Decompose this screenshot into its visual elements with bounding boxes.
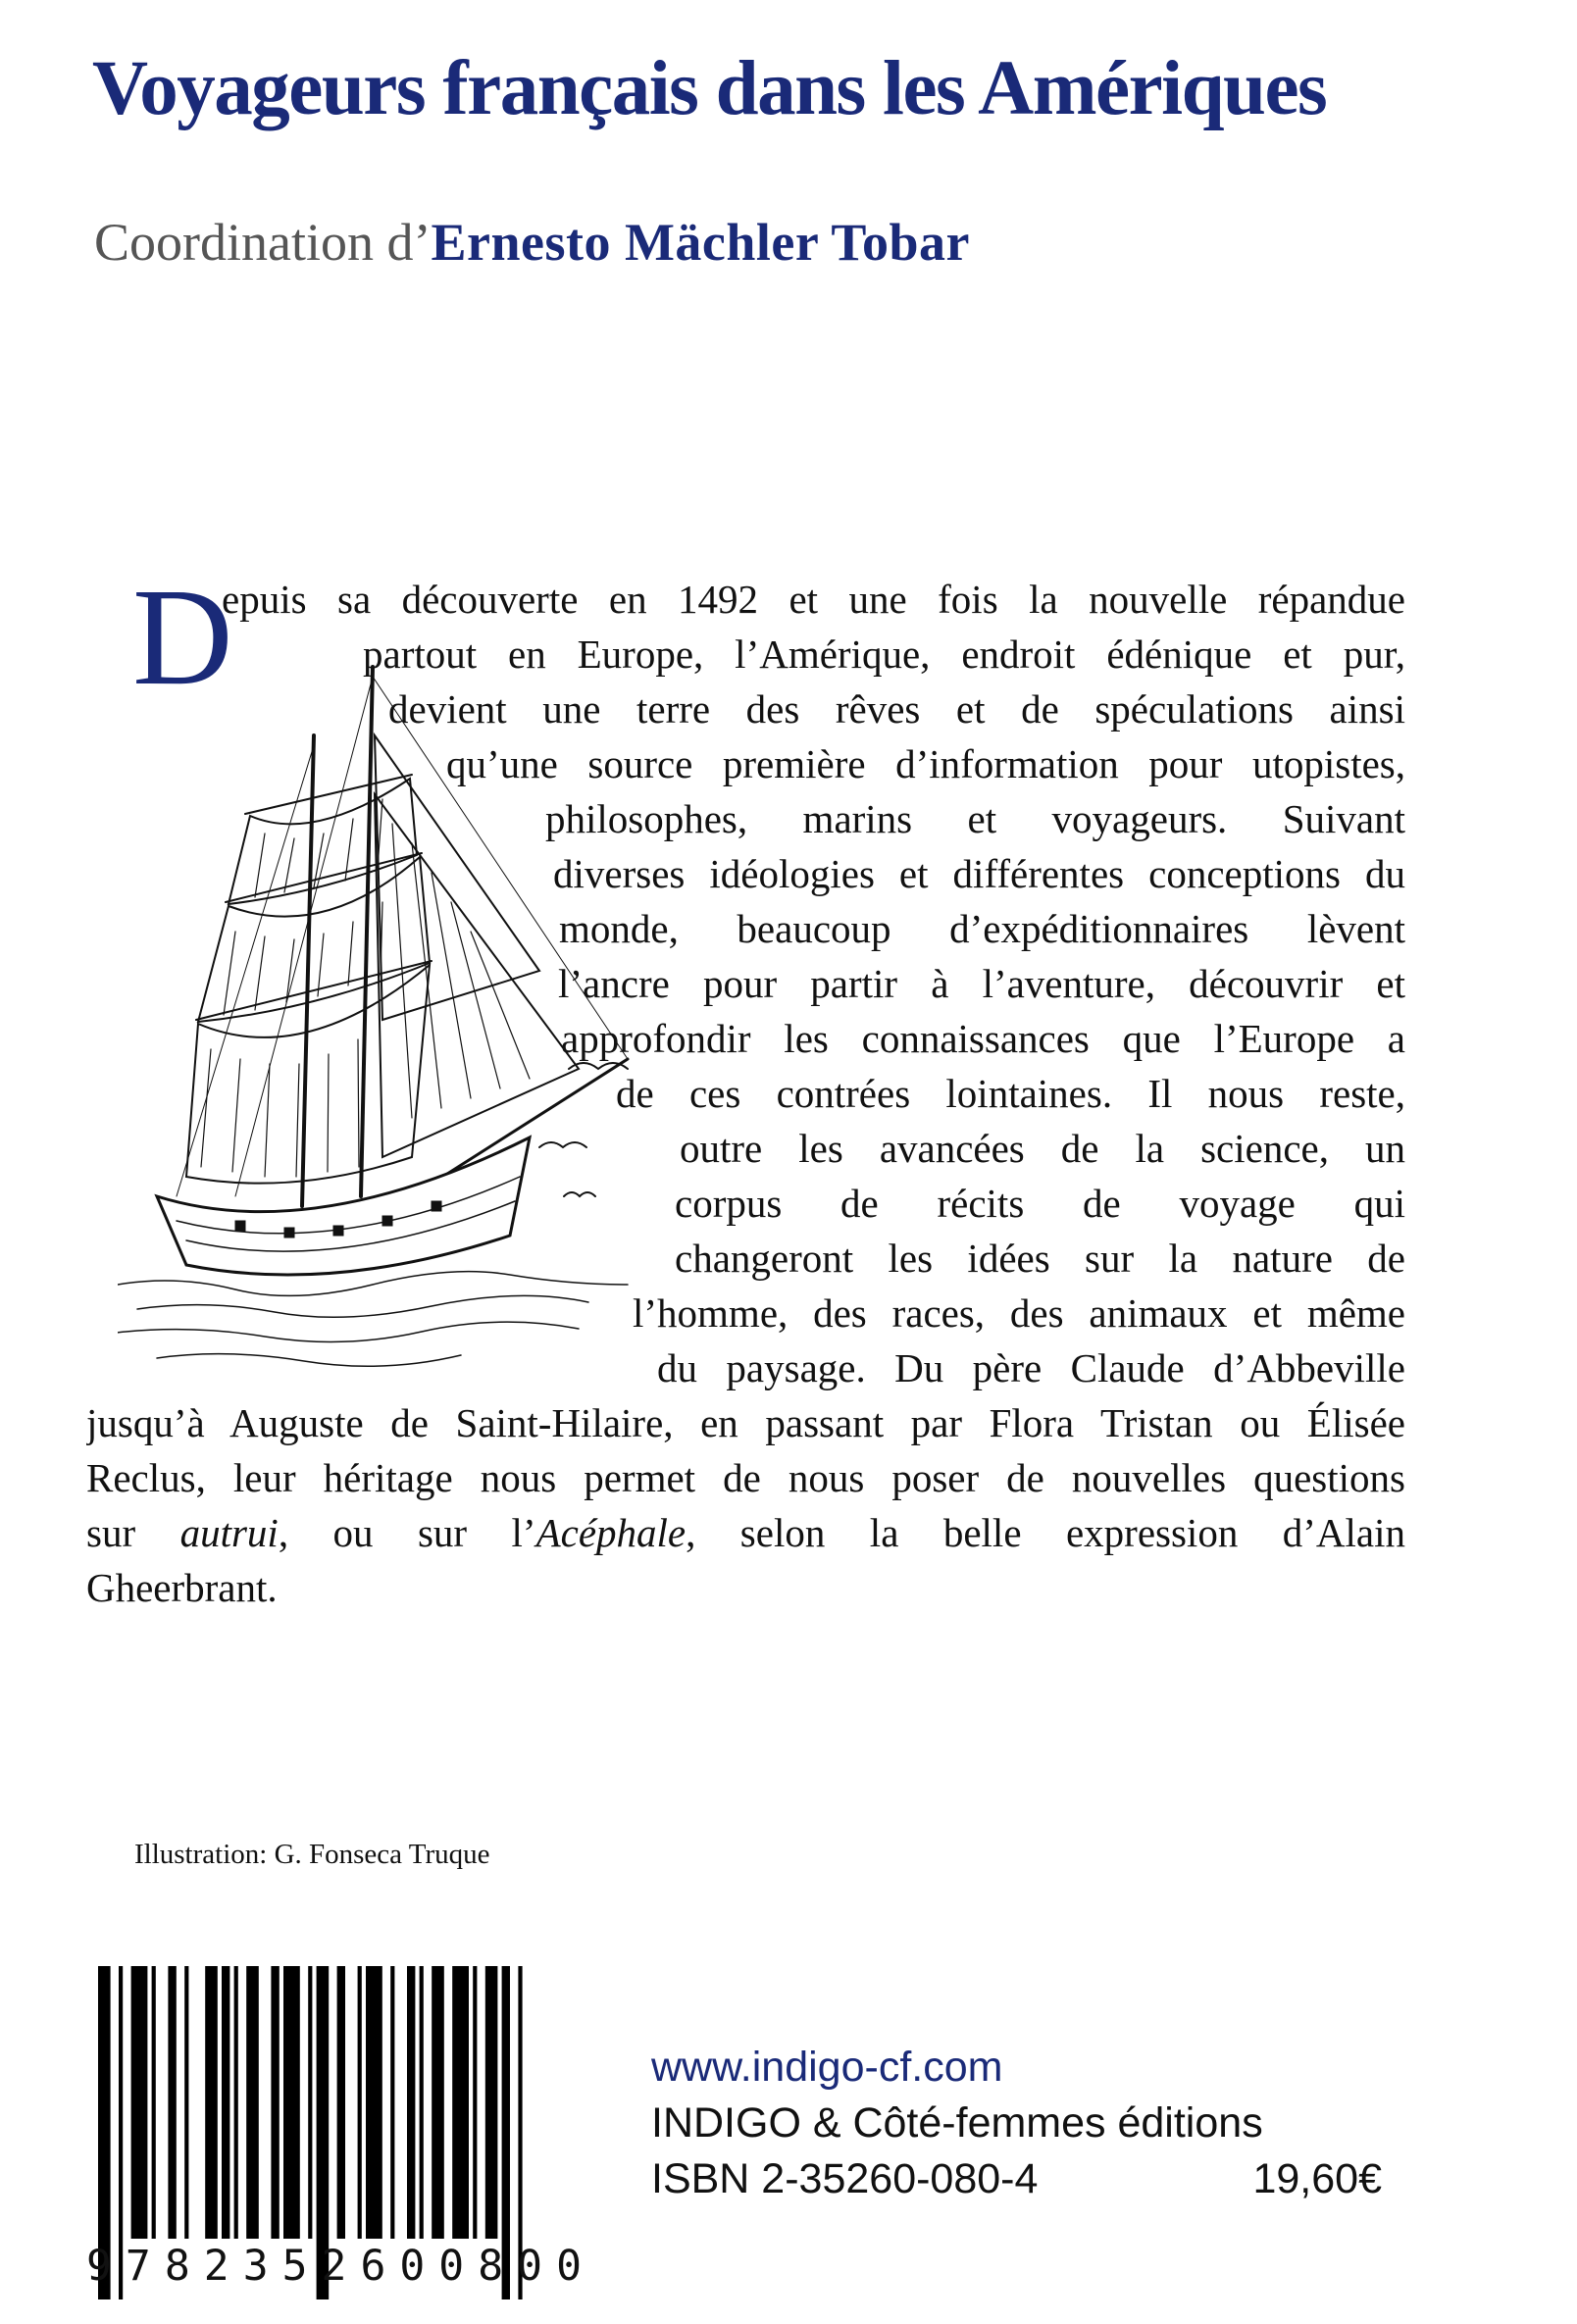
barcode-digit: 7	[125, 2242, 151, 2291]
publisher-url-link[interactable]: www.indigo-cf.com	[651, 2044, 1003, 2091]
barcode-bar	[246, 1966, 259, 2239]
text-line: qu’une source première d’information pour utopistes,	[446, 741, 1405, 786]
text-line: outre les avancées de la science, un	[680, 1126, 1405, 1171]
barcode-digit: 6	[360, 2242, 386, 2291]
book-title: Voyageurs français dans les Amériques	[92, 46, 1327, 131]
barcode-bar	[283, 1966, 300, 2239]
barcode-bar	[337, 1966, 345, 2239]
barcode-digit: 8	[164, 2242, 190, 2291]
barcode-digit: 0	[517, 2242, 543, 2291]
isbn: ISBN 2-35260-080-4	[651, 2155, 1039, 2202]
publisher-info	[651, 2040, 1397, 2207]
barcode-bar	[152, 1966, 156, 2239]
barcode-digit: 0	[438, 2242, 465, 2291]
price: 19,60€	[1252, 2155, 1382, 2202]
text-fragment: sur	[86, 1510, 180, 1555]
isbn-price-row	[651, 2151, 1382, 2207]
text-line: Reclus, leur héritage nous permet de nous poser de nouvelles questions	[86, 1455, 1405, 1500]
barcode-digit: 3	[242, 2242, 269, 2291]
text-fragment: , selon la belle expression d’Alain	[686, 1510, 1405, 1555]
back-cover-text	[86, 572, 1405, 1615]
illustration-credit: Illustration: G. Fonseca Truque	[134, 1839, 490, 1870]
barcode-bar	[452, 1966, 469, 2239]
text-line: jusqu’à Auguste de Saint-Hilaire, en passant par Flora Tristan ou Élisée	[86, 1400, 1405, 1445]
barcode-bar	[390, 1966, 394, 2239]
text-line: corpus de récits de voyage qui	[675, 1181, 1405, 1226]
barcode-bar	[222, 1966, 229, 2239]
barcode-digit: 8	[478, 2242, 504, 2291]
text-line: devient une terre des rêves et de spéculations ainsi	[388, 686, 1405, 732]
text-line: epuis sa découverte en 1492 et une fois la nouvelle répandue	[222, 577, 1405, 622]
barcode-bar	[184, 1966, 188, 2239]
text-line: monde, beaucoup d’expéditionnaires lèvent	[559, 906, 1405, 951]
barcode-digit: 0	[399, 2242, 426, 2291]
drop-cap: D	[132, 559, 233, 714]
text-line: de ces contrées lointaines. Il nous reste,	[616, 1071, 1405, 1116]
barcode-bar	[308, 1966, 312, 2239]
coordinator-name: Ernesto Mächler Tobar	[431, 213, 970, 272]
text-line: diverses idéologies et différentes conceptions du	[553, 851, 1405, 896]
barcode-bar	[473, 1966, 477, 2239]
barcode-bar	[234, 1966, 238, 2239]
barcode-bar	[168, 1966, 176, 2239]
text-line	[86, 1505, 1405, 1560]
text-line: partout en Europe, l’Amérique, endroit édénique et pur,	[363, 632, 1405, 677]
barcode-bar	[366, 1966, 382, 2239]
text-line: l’homme, des races, des animaux et même	[633, 1290, 1405, 1336]
text-line: du paysage. Du père Claude d’Abbeville	[657, 1345, 1405, 1390]
barcode-digit: 2	[321, 2242, 347, 2291]
barcode-digit: 5	[281, 2242, 308, 2291]
barcode-bar	[131, 1966, 148, 2239]
text-fragment: , ou sur l’	[278, 1510, 536, 1555]
text-line: philosophes, marins et voyageurs. Suivant	[545, 796, 1405, 841]
barcode-bar	[205, 1966, 218, 2239]
text-line: changeront les idées sur la nature de	[675, 1236, 1405, 1281]
barcode-bar	[407, 1966, 415, 2239]
barcode-digits	[86, 2242, 582, 2291]
italic-autrui: autrui	[179, 1510, 279, 1555]
barcode-bar	[358, 1966, 362, 2239]
coordination-line	[94, 214, 970, 272]
barcode-bar	[271, 1966, 279, 2239]
barcode-digit: 2	[203, 2242, 229, 2291]
text-line: l’ancre pour partir à l’aventure, découvrir et	[558, 961, 1405, 1006]
coordination-prefix: Coordination d’	[94, 213, 432, 272]
publisher-name: INDIGO & Côté-femmes éditions	[651, 2099, 1263, 2147]
italic-acephale: Acéphale	[535, 1510, 687, 1555]
barcode-bar	[420, 1966, 424, 2239]
barcode-digit: 0	[556, 2242, 582, 2291]
barcode-digit: 9	[86, 2242, 112, 2291]
barcode-bar	[432, 1966, 444, 2239]
text-line: Gheerbrant.	[86, 1565, 278, 1610]
barcode-bar	[485, 1966, 498, 2239]
text-line: approfondir les connaissances que l’Europe a	[561, 1016, 1405, 1061]
